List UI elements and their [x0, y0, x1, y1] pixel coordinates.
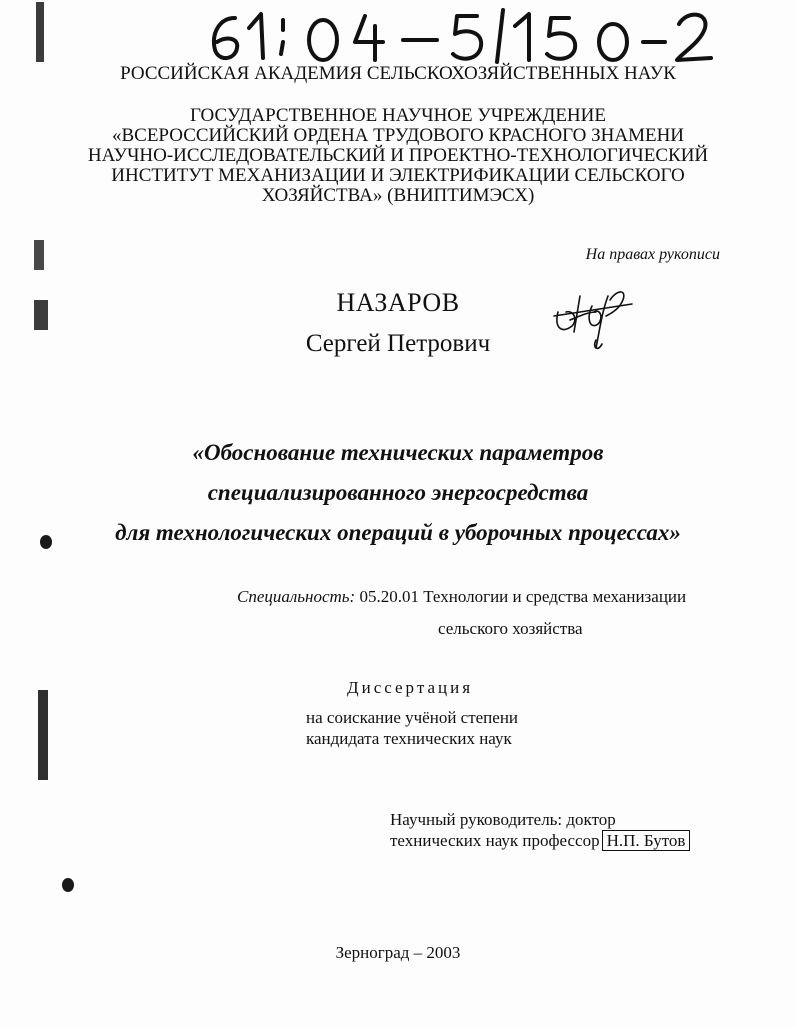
scan-mark	[34, 240, 44, 270]
specialty-label: Специальность:	[237, 587, 356, 606]
org-line-3: «ВСЕРОССИЙСКИЙ ОРДЕНА ТРУДОВОГО КРАСНОГО ЗНАМЕНИ	[111, 125, 685, 146]
author-name: Сергей Петрович	[305, 330, 491, 357]
specialty-line	[237, 587, 686, 607]
thesis-title-line-2: специализированного энергосредства	[207, 480, 589, 505]
place-year: Зерноград – 2003	[335, 943, 461, 962]
scan-mark	[36, 2, 44, 62]
supervisor-title: технических наук профессор	[390, 831, 600, 850]
org-line-4: НАУЧНО-ИССЛЕДОВАТЕЛЬСКИЙ И ПРОЕКТНО-ТЕХНОЛОГИЧЕСКИЙ	[87, 145, 709, 166]
handwritten-code	[205, 6, 715, 64]
dissertation-line-2: кандидата технических наук	[306, 729, 512, 748]
org-line-6: ХОЗЯЙСТВА» (ВНИПТИМЭСХ)	[261, 185, 535, 206]
author-signature	[552, 282, 634, 354]
specialty-code: 05.20.01	[359, 587, 419, 606]
supervisor-line-1: Научный руководитель: доктор	[390, 810, 616, 829]
thesis-title-line-1: «Обоснование технических параметров	[192, 440, 604, 465]
supervisor-name: Н.П. Бутов	[602, 830, 691, 851]
specialty-name-line-2: сельского хозяйства	[438, 619, 583, 638]
thesis-title-line-3: для технологических операций в уборочных процессах»	[115, 520, 681, 545]
scan-mark	[62, 878, 74, 892]
dissertation-line-1: на соискание учёной степени	[306, 708, 519, 727]
scan-mark	[38, 690, 48, 780]
rights-note: На правах рукописи	[585, 246, 720, 263]
dissertation-heading: Диссертация	[347, 678, 474, 697]
org-line-1: РОССИЙСКАЯ АКАДЕМИЯ СЕЛЬСКОХОЗЯЙСТВЕННЫХ НАУК	[120, 63, 676, 84]
author-surname: НАЗАРОВ	[336, 288, 460, 317]
supervisor-line-2	[390, 831, 690, 851]
org-line-2: ГОСУДАРСТВЕННОЕ НАУЧНОЕ УЧРЕЖДЕНИЕ	[190, 105, 606, 126]
org-line-5: ИНСТИТУТ МЕХАНИЗАЦИИ И ЭЛЕКТРИФИКАЦИИ СЕЛЬСКОГО	[111, 165, 685, 186]
specialty-name-line-1: Технологии и средства механизации	[423, 587, 687, 606]
